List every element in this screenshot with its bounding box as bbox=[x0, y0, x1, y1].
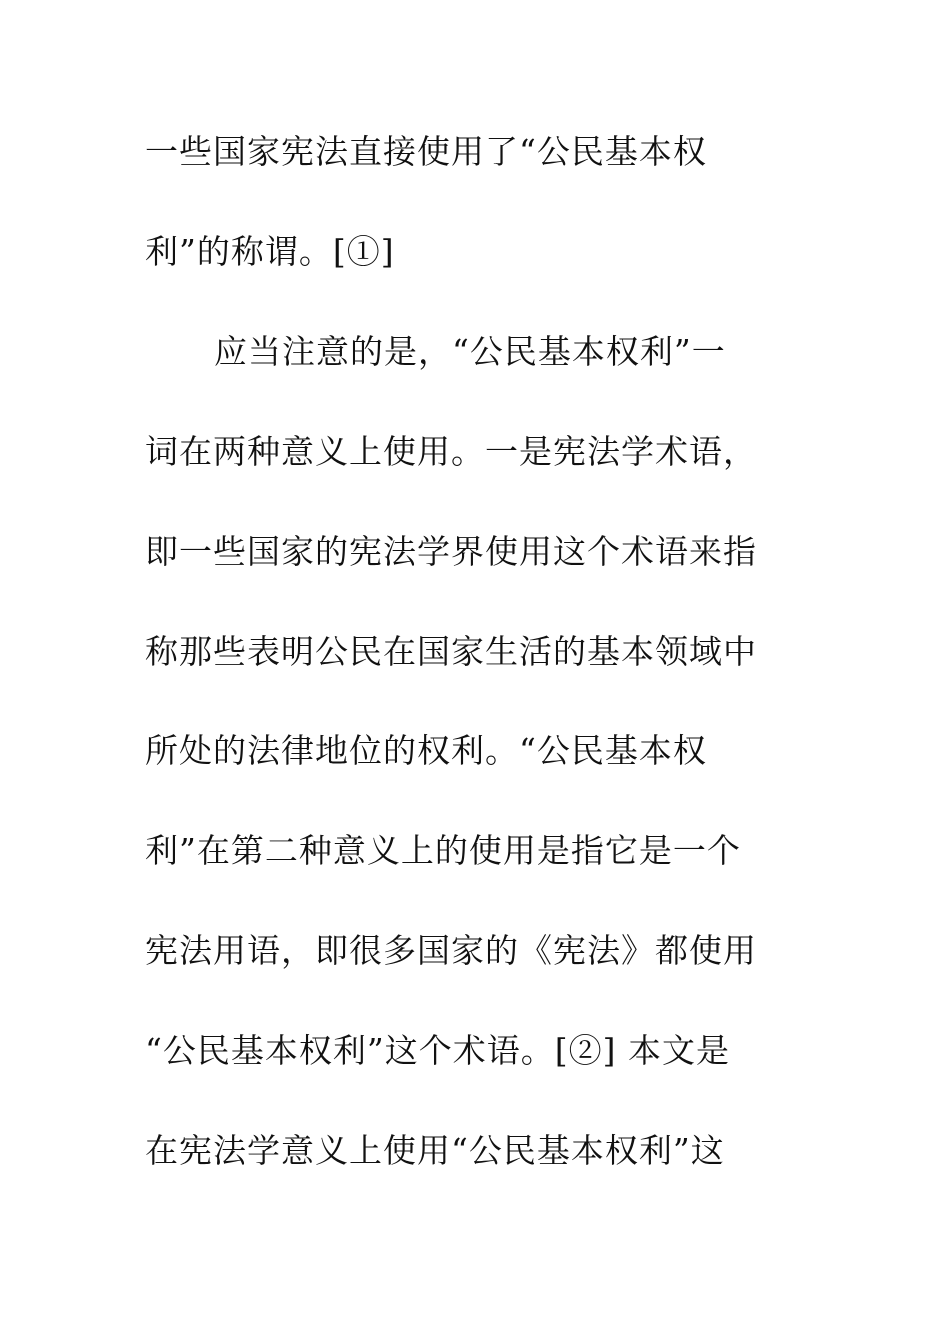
text-line: 利”的称谓。[①] bbox=[145, 232, 395, 271]
text-line: 利”在第二种意义上的使用是指它是一个 bbox=[145, 831, 741, 870]
text-line: 宪法用语，即很多国家的《宪法》都使用 bbox=[145, 931, 757, 970]
text-line: 即一些国家的宪法学界使用这个术语来指 bbox=[145, 532, 757, 571]
text-line: 称那些表明公民在国家生活的基本领域中 bbox=[145, 632, 757, 671]
text-line: “公民基本权利”这个术语。[②] 本文是 bbox=[145, 1031, 730, 1070]
text-line: 在宪法学意义上使用“公民基本权利”这 bbox=[145, 1131, 725, 1170]
text-line: 词在两种意义上使用。一是宪法学术语， bbox=[145, 432, 757, 471]
text-line: 所处的法律地位的权利。“公民基本权 bbox=[145, 731, 707, 770]
paragraph-start-line: 应当注意的是，“公民基本权利”一 bbox=[214, 332, 726, 371]
text-line: 一些国家宪法直接使用了“公民基本权 bbox=[145, 132, 707, 171]
